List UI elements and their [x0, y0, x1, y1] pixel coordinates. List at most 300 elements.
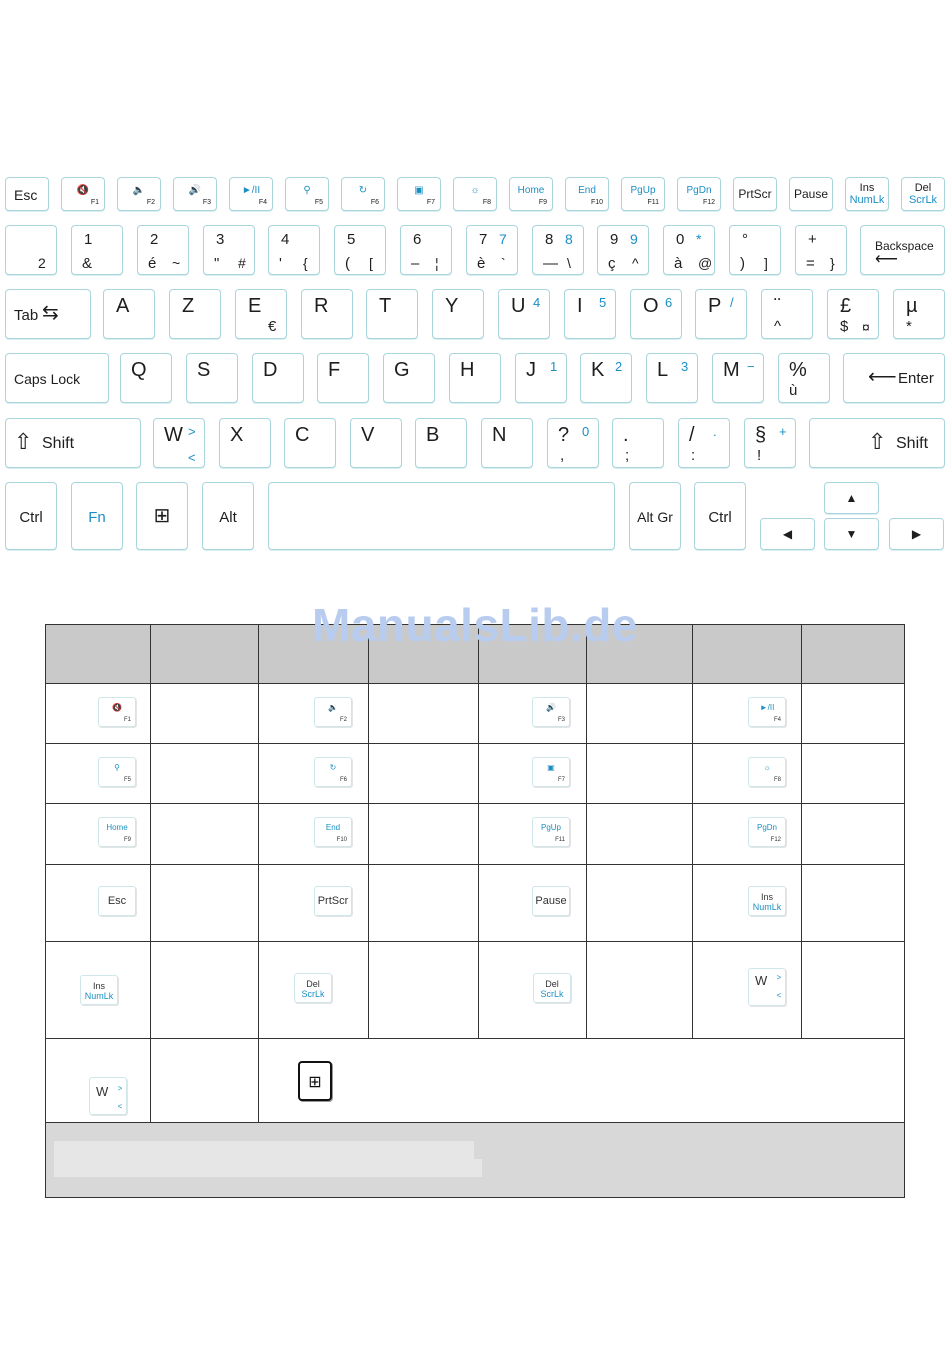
key-label: Del	[914, 182, 932, 194]
key-label: Shift	[896, 435, 929, 452]
key-%[interactable]	[778, 353, 830, 403]
key-label-secondary: NumLk	[849, 194, 885, 206]
key-label: Caps Lock	[14, 371, 81, 387]
key-U[interactable]	[498, 289, 550, 339]
key-right-shift[interactable]	[809, 418, 945, 468]
key-legend: !	[757, 447, 762, 464]
mute-icon: 🔇	[112, 703, 122, 712]
grid-line	[46, 1038, 904, 1039]
grid-line	[150, 625, 151, 1122]
key-f8[interactable]	[453, 177, 497, 211]
key-label: PgUp	[630, 185, 656, 196]
key-legend: '	[279, 255, 282, 272]
table-key-F11	[532, 817, 570, 847]
tab-arrows-icon: ⇆	[42, 302, 59, 324]
key-label: µ	[906, 295, 918, 317]
alt-legend: >	[117, 1084, 123, 1093]
key-num-3[interactable]	[203, 225, 255, 275]
key-windows[interactable]	[136, 482, 188, 550]
key-num-2[interactable]	[137, 225, 189, 275]
key-f10[interactable]	[565, 177, 609, 211]
volume-down-icon: 🔈	[132, 185, 146, 196]
key-num-5[interactable]	[334, 225, 386, 275]
key-label: Ins	[859, 182, 875, 194]
key-legend: ç	[608, 255, 616, 272]
key-arrow-down[interactable]	[824, 518, 879, 550]
fn-label: F8	[482, 199, 491, 206]
key-f7[interactable]	[397, 177, 441, 211]
numpad-legend: 7	[499, 231, 507, 247]
key-arrow-up[interactable]	[824, 482, 879, 514]
brightness-icon: ☼	[763, 763, 771, 772]
key-num-7[interactable]	[466, 225, 518, 275]
key-label: M	[723, 359, 740, 381]
key-legend: =	[806, 255, 815, 272]
shift-icon: ⇧	[14, 429, 33, 454]
key-label: U	[511, 295, 526, 317]
key-label: Shift	[42, 435, 75, 452]
key-D[interactable]	[252, 353, 304, 403]
key-label: Backspace	[875, 239, 934, 253]
key-F[interactable]	[317, 353, 369, 403]
key-K[interactable]	[580, 353, 632, 403]
table-key-pause	[532, 886, 570, 916]
key-legend: —	[543, 255, 558, 272]
key-label: Fn	[88, 509, 106, 526]
key-A[interactable]	[103, 289, 155, 339]
alt-legend: >	[776, 973, 782, 982]
alt-legend: 0	[582, 424, 590, 439]
grid-line	[258, 625, 259, 1122]
key-legend: ^	[632, 255, 639, 271]
key-f11[interactable]	[621, 177, 665, 211]
key-L[interactable]	[646, 353, 698, 403]
key-legend: +	[808, 231, 817, 248]
key-label: Ctrl	[708, 509, 732, 526]
key-label: PgUp	[540, 823, 561, 832]
key-label: Z	[182, 295, 195, 317]
table-key-F1	[98, 697, 136, 727]
key-label: C	[295, 424, 310, 446]
table-key-F6	[314, 757, 352, 787]
key-z2[interactable]	[284, 418, 336, 468]
key-label: Alt Gr	[637, 509, 673, 525]
footer-bar	[54, 1141, 474, 1159]
key-label: O	[643, 295, 659, 317]
key-legend: °	[742, 231, 748, 248]
key-label: J	[526, 359, 536, 381]
key-legend: 9	[610, 231, 619, 248]
key-legend: ]	[764, 255, 768, 271]
key-O[interactable]	[630, 289, 682, 339]
fn-label: F7	[557, 777, 565, 783]
key-label: G	[394, 359, 410, 381]
key-legend: "	[214, 255, 220, 272]
fn-label: F11	[647, 199, 659, 206]
key-legend: @	[698, 255, 713, 271]
key-label: Ctrl	[19, 509, 43, 526]
key-z9[interactable]	[744, 418, 796, 468]
key-label: X	[230, 424, 244, 446]
footer-bar	[54, 1159, 482, 1177]
key-z1[interactable]	[219, 418, 271, 468]
play-pause-icon: ►/II	[241, 185, 261, 196]
key-label: K	[591, 359, 605, 381]
key-T[interactable]	[366, 289, 418, 339]
key-J[interactable]	[515, 353, 567, 403]
grid-line	[586, 625, 587, 1038]
key-f1[interactable]	[61, 177, 105, 211]
display-icon: ▣	[547, 763, 555, 772]
key-num-1[interactable]	[71, 225, 123, 275]
fn-label: F4	[258, 199, 267, 206]
refresh-icon: ↻	[329, 763, 337, 772]
grid-line	[46, 1122, 904, 1123]
key-label: PrtScr	[317, 895, 349, 907]
key-Y[interactable]	[432, 289, 484, 339]
key-tab[interactable]	[5, 289, 91, 339]
key-left-shift[interactable]	[5, 418, 141, 468]
key-label: Home	[517, 185, 545, 196]
key-legend: 2	[150, 231, 159, 248]
key-legend: 0	[676, 231, 685, 248]
windows-icon: ⊞	[308, 1074, 322, 1091]
key-label: V	[361, 424, 375, 446]
key-legend: 7	[479, 231, 488, 248]
key-alt-gr[interactable]	[629, 482, 681, 550]
table-key-esc	[98, 886, 136, 916]
volume-up-icon: 🔊	[188, 185, 202, 196]
key-label: W	[755, 973, 768, 988]
key-label: §	[755, 424, 767, 446]
fn-label: F1	[90, 199, 99, 206]
fn-label: F6	[339, 777, 347, 783]
key-legend: ¦	[435, 255, 439, 271]
key-label-secondary: NumLk	[84, 991, 114, 1001]
arrow-up-icon: ▲	[845, 491, 858, 505]
key-z7[interactable]	[612, 418, 664, 468]
key-label: /	[689, 424, 695, 446]
windows-icon: ⊞	[153, 505, 171, 527]
table-key-F5	[98, 757, 136, 787]
key-label: A	[116, 295, 130, 317]
table-key-F4	[748, 697, 786, 727]
key-f6[interactable]	[341, 177, 385, 211]
key-legend: ;	[625, 447, 630, 464]
key-legend: ^	[774, 318, 782, 335]
volume-down-icon: 🔈	[328, 703, 338, 712]
key-label: End	[325, 823, 341, 832]
key-num-9[interactable]	[597, 225, 649, 275]
key-legend: ~	[172, 255, 181, 271]
key-label: W	[96, 1084, 109, 1099]
arrow-left-icon: ⟵	[875, 251, 898, 268]
key-z8[interactable]	[678, 418, 730, 468]
key-num-6[interactable]	[400, 225, 452, 275]
key-backspace[interactable]	[860, 225, 945, 275]
key-label: Esc	[14, 187, 38, 203]
key-arrow-right[interactable]	[889, 518, 944, 550]
numpad-legend: −	[747, 359, 755, 374]
numpad-legend: 8	[565, 231, 573, 247]
grid-line	[46, 803, 904, 804]
key-arrow-left[interactable]	[760, 518, 815, 550]
key-label: D	[263, 359, 278, 381]
key-label: PgDn	[686, 185, 712, 196]
fn-label: F7	[426, 199, 435, 206]
key-label: I	[577, 295, 583, 317]
key-alt[interactable]	[202, 482, 254, 550]
key-legend: –	[411, 255, 420, 272]
key-f9[interactable]	[509, 177, 553, 211]
key-legend: (	[345, 255, 350, 272]
arrow-down-icon: ▼	[845, 527, 858, 541]
fn-label: F1	[123, 717, 131, 723]
shift-icon: ⇧	[868, 429, 887, 454]
key-legend: 2	[38, 255, 46, 271]
key-legend: *	[906, 318, 912, 335]
key-label: £	[840, 295, 852, 317]
table-key-windows	[298, 1061, 332, 1101]
key-label: ?	[558, 424, 570, 446]
key-num-8[interactable]	[532, 225, 584, 275]
key-label-secondary: ScrLk	[908, 194, 938, 206]
table-key-ins	[80, 975, 118, 1005]
key-legend: 3	[216, 231, 225, 248]
table-header	[46, 625, 904, 683]
table-key-ins	[748, 886, 786, 916]
table-key-F8	[748, 757, 786, 787]
key-I[interactable]	[564, 289, 616, 339]
table-footer	[46, 1123, 904, 1197]
key-label: %	[789, 359, 807, 381]
table-key-w	[89, 1077, 127, 1115]
enter-arrow-icon: ⟵	[868, 366, 897, 388]
fn-label: F8	[773, 777, 781, 783]
key-label: T	[379, 295, 392, 317]
key-label: W	[164, 424, 183, 446]
key-R[interactable]	[301, 289, 353, 339]
key-f3[interactable]	[173, 177, 217, 211]
key-num-11[interactable]	[729, 225, 781, 275]
key-label: PrtScr	[738, 187, 772, 201]
numpad-legend: *	[696, 231, 702, 247]
key-legend: à	[674, 255, 683, 272]
table-key-F3	[532, 697, 570, 727]
table-key-prtscr	[314, 886, 352, 916]
key-label: P	[708, 295, 722, 317]
key-num-4[interactable]	[268, 225, 320, 275]
key-label-secondary: ScrLk	[301, 989, 325, 999]
key-z4[interactable]	[415, 418, 467, 468]
key-legend: 8	[545, 231, 554, 248]
key-caps-lock[interactable]	[5, 353, 109, 403]
key-legend: 4	[281, 231, 290, 248]
numpad-legend: 9	[630, 231, 638, 247]
key-num-10[interactable]	[663, 225, 715, 275]
key-num-12[interactable]	[795, 225, 847, 275]
brightness-icon: ☼	[470, 185, 480, 196]
fn-label: F10	[336, 837, 347, 843]
key-esc[interactable]	[5, 177, 49, 211]
key-label: Tab	[14, 307, 39, 324]
key-f4[interactable]	[229, 177, 273, 211]
fn-label: F2	[339, 717, 347, 723]
key-legend: é	[148, 255, 157, 272]
key-num-0[interactable]	[5, 225, 57, 275]
watermark: ManualsLib.de	[312, 599, 638, 651]
numpad-legend: 3	[681, 359, 689, 374]
table-key-F10	[314, 817, 352, 847]
key-µ[interactable]	[893, 289, 945, 339]
key-right-ctrl[interactable]	[694, 482, 746, 550]
grid-line	[46, 864, 904, 865]
key-G[interactable]	[383, 353, 435, 403]
fn-label: F5	[123, 777, 131, 783]
numpad-legend: 4	[533, 295, 541, 310]
key-label: .	[623, 424, 629, 446]
mute-icon: 🔇	[76, 185, 90, 196]
key-label: Esc	[107, 895, 127, 907]
table-key-del	[294, 973, 332, 1003]
key-z5[interactable]	[481, 418, 533, 468]
key-legend: €	[268, 318, 277, 335]
key-ins[interactable]	[845, 177, 889, 211]
key-Z[interactable]	[169, 289, 221, 339]
fn-label: F12	[702, 199, 715, 206]
function-key-table	[45, 624, 905, 1198]
key-legend: 5	[347, 231, 356, 248]
grid-line	[368, 625, 369, 1038]
key-left-ctrl[interactable]	[5, 482, 57, 550]
key-label: Ins	[760, 892, 773, 902]
key-W-zrow[interactable]	[153, 418, 205, 468]
fn-label: F5	[314, 199, 323, 206]
key-legend: è	[477, 255, 486, 272]
key-H[interactable]	[449, 353, 501, 403]
key-legend: {	[303, 255, 308, 271]
key-£[interactable]	[827, 289, 879, 339]
key-E[interactable]	[235, 289, 287, 339]
key-label: Enter	[898, 370, 934, 387]
key-Q[interactable]	[120, 353, 172, 403]
key-f2[interactable]	[117, 177, 161, 211]
key-label: Y	[445, 295, 459, 317]
fn-label: F9	[123, 837, 131, 843]
fn-label: F2	[146, 199, 155, 206]
key-label: H	[460, 359, 475, 381]
key-label: R	[314, 295, 329, 317]
grid-line	[478, 625, 479, 1038]
key-enter[interactable]	[843, 353, 945, 403]
alt-legend: >	[188, 424, 196, 439]
key-legend: 6	[413, 231, 422, 248]
key-¨[interactable]	[761, 289, 813, 339]
volume-up-icon: 🔊	[546, 703, 556, 712]
grid-line	[46, 743, 904, 744]
key-label: N	[492, 424, 507, 446]
arrow-left-icon: ◀	[782, 527, 793, 541]
key-label-secondary: ScrLk	[540, 989, 564, 999]
table-key-w	[748, 968, 786, 1006]
key-label: E	[248, 295, 262, 317]
key-M[interactable]	[712, 353, 764, 403]
refresh-icon: ↻	[358, 185, 368, 196]
key-space[interactable]	[268, 482, 615, 550]
grid-line	[46, 941, 904, 942]
search-icon: ⚲	[114, 763, 120, 772]
key-label: Del	[545, 979, 559, 989]
key-f12[interactable]	[677, 177, 721, 211]
alt-legend: <	[117, 1102, 123, 1111]
numpad-legend: /	[730, 295, 734, 310]
key-label: B	[426, 424, 440, 446]
key-legend: #	[238, 255, 246, 271]
table-key-F9	[98, 817, 136, 847]
key-f5[interactable]	[285, 177, 329, 211]
fn-label: F11	[555, 837, 565, 843]
numpad-legend: 6	[665, 295, 673, 310]
table-key-F2	[314, 697, 352, 727]
display-icon: ▣	[414, 185, 424, 196]
key-legend: ù	[789, 382, 798, 399]
fn-label: F4	[773, 717, 781, 723]
key-label: End	[578, 185, 596, 196]
key-legend: :	[691, 447, 696, 464]
key-legend: [	[369, 255, 373, 271]
key-legend: }	[830, 255, 835, 271]
alt-legend: <	[188, 450, 196, 465]
key-z3[interactable]	[350, 418, 402, 468]
key-legend: )	[740, 255, 745, 272]
key-label: PgDn	[756, 823, 777, 832]
alt-legend: .	[713, 424, 717, 439]
table-key-F12	[748, 817, 786, 847]
fn-label: F3	[202, 199, 211, 206]
numpad-legend: 1	[550, 359, 558, 374]
key-label: Del	[306, 979, 320, 989]
key-prtscr[interactable]	[733, 177, 777, 211]
key-label: Home	[106, 823, 128, 832]
fn-label: F10	[590, 199, 603, 206]
key-label: Alt	[219, 509, 237, 526]
key-fn[interactable]	[71, 482, 123, 550]
key-label: F	[328, 359, 341, 381]
alt-legend: +	[779, 424, 787, 439]
key-label: Pause	[535, 895, 567, 907]
fn-label: F12	[770, 837, 781, 843]
grid-line	[46, 683, 904, 684]
grid-line	[692, 625, 693, 1038]
numpad-legend: 2	[615, 359, 623, 374]
fn-label: F9	[538, 199, 547, 206]
key-P[interactable]	[695, 289, 747, 339]
key-legend: &	[82, 255, 93, 272]
fn-label: F3	[557, 717, 565, 723]
key-legend: `	[501, 255, 506, 271]
key-label-secondary: NumLk	[752, 902, 782, 912]
key-legend: ,	[560, 447, 565, 464]
key-label: Ins	[92, 981, 105, 991]
key-label: L	[657, 359, 669, 381]
key-del[interactable]	[901, 177, 945, 211]
play-pause-icon: ►/II	[759, 703, 775, 712]
key-z6[interactable]	[547, 418, 599, 468]
key-label: ¨	[774, 295, 781, 317]
table-key-del	[533, 973, 571, 1003]
key-pause[interactable]	[789, 177, 833, 211]
key-S[interactable]	[186, 353, 238, 403]
